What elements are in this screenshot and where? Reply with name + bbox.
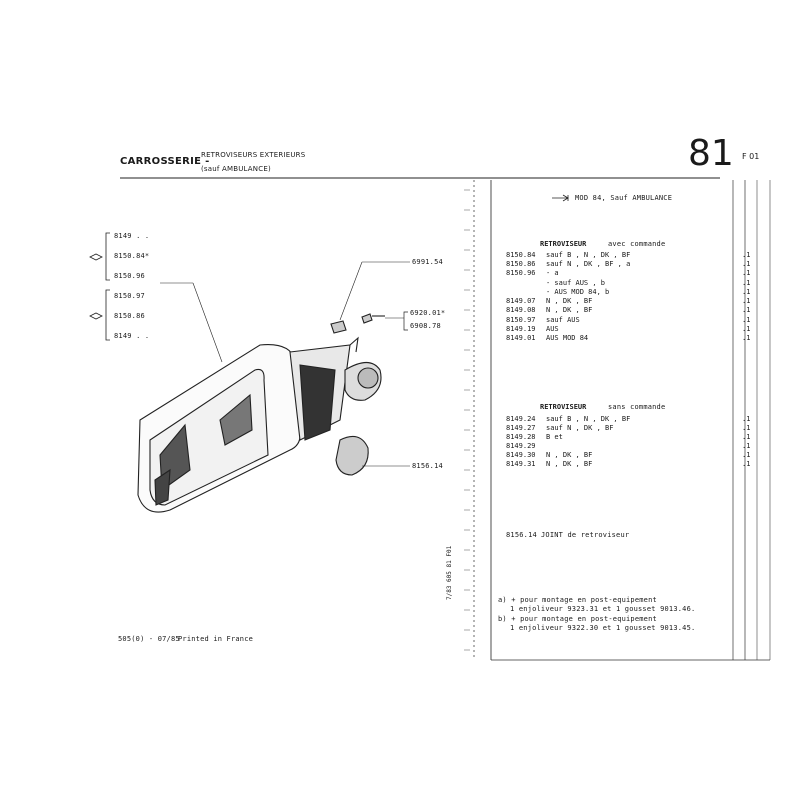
footer-code: 505(0) - 07/85 xyxy=(118,635,180,643)
note-b-line2: 1 enjoliveur 9322.30 et 1 gousset 9013.45. xyxy=(510,624,696,632)
page-subtitle: (sauf AMBULANCE) xyxy=(201,165,271,173)
note-a-line1: a) + pour montage en post-equipement xyxy=(498,596,657,604)
diagram-label-top-2: 8150.84* xyxy=(114,252,150,260)
side-code: 7/83 605 81 F01 xyxy=(446,545,453,600)
applicability-note: MOD 84, Sauf AMBULANCE xyxy=(575,194,673,202)
section2-title: RETROVISEUR xyxy=(540,403,587,411)
folio-code: F 01 xyxy=(742,152,760,161)
note-a-line2: 1 enjoliveur 9323.31 et 1 gousset 9013.46. xyxy=(510,605,696,613)
diagram-label-bottom-3: 8149 . . xyxy=(114,332,150,340)
page-title: RETROVISEURS EXTERIEURS xyxy=(201,151,306,159)
diagram-label-bottom-2: 8150.86 xyxy=(114,312,145,320)
catalog-page: CARROSSERIE - RETROVISEURS EXTERIEURS (sauf AMBULANCE) 81 F 01 8149 . . 8150.84* 8150.96 8150.97 8150.86 8149 . . 6991.54 6920.01* 6908.78 8156.14 7/83 605 81 F01 MOD 84, Sauf AMBULANCE RETROVISEUR avec commande 8150.84 sauf B , N , DK , BF .1 8150.86 sauf N , DK , BF , a .1 8150.96 - a .1 - sauf AUS , b .1 - AUS MOD 84, b .1 8149.07 N , DK , BF .1 8149.08 N , DK , BF .1 8150.97 sauf AUS .1 8149.19 AUS .1 8149.01 AUS MOD 84 .1 RETROVISEUR sans commande 8149.24 sauf B , N , DK , BF .1 8149.27 sauf N , DK , BF .1 8149.28 B et .1 8149.29 .1 8149.30 N , DK , BF .1 8149.31 N , DK , BF .1 8156.14 JOINT de retroviseur a) + pour montage en post-equipement 1 enjoliveur 9323.31 et 1 gousset 9013.46. b) + pour montage en post-equipement 1 enjoliveur 9322.30 et 1 gousset 9013.45. 505(0) - 07/85 Printed in France xyxy=(0,0,800,800)
callout-8156: 8156.14 xyxy=(412,462,443,470)
callout-6991: 6991.54 xyxy=(412,258,443,266)
footer-printed: Printed in France xyxy=(178,635,254,643)
diagram-label-top-1: 8149 . . xyxy=(114,232,150,240)
diagram-label-top-3: 8150.96 xyxy=(114,272,145,280)
section1-title: RETROVISEUR xyxy=(540,240,587,248)
diagram-label-bottom-1: 8150.97 xyxy=(114,292,145,300)
section1-subtitle: avec commande xyxy=(608,240,666,248)
category-label: CARROSSERIE - xyxy=(120,156,210,167)
section2-subtitle: sans commande xyxy=(608,403,666,411)
mirror-drawing xyxy=(138,314,385,512)
joint-ref: 8156.14 xyxy=(506,531,537,539)
joint-desc: JOINT de retroviseur xyxy=(541,531,630,539)
callout-6908: 6908.78 xyxy=(410,322,441,330)
page-number: 81 xyxy=(688,133,734,174)
note-b-line1: b) + pour montage en post-equipement xyxy=(498,615,657,623)
callout-6920: 6920.01* xyxy=(410,309,446,317)
